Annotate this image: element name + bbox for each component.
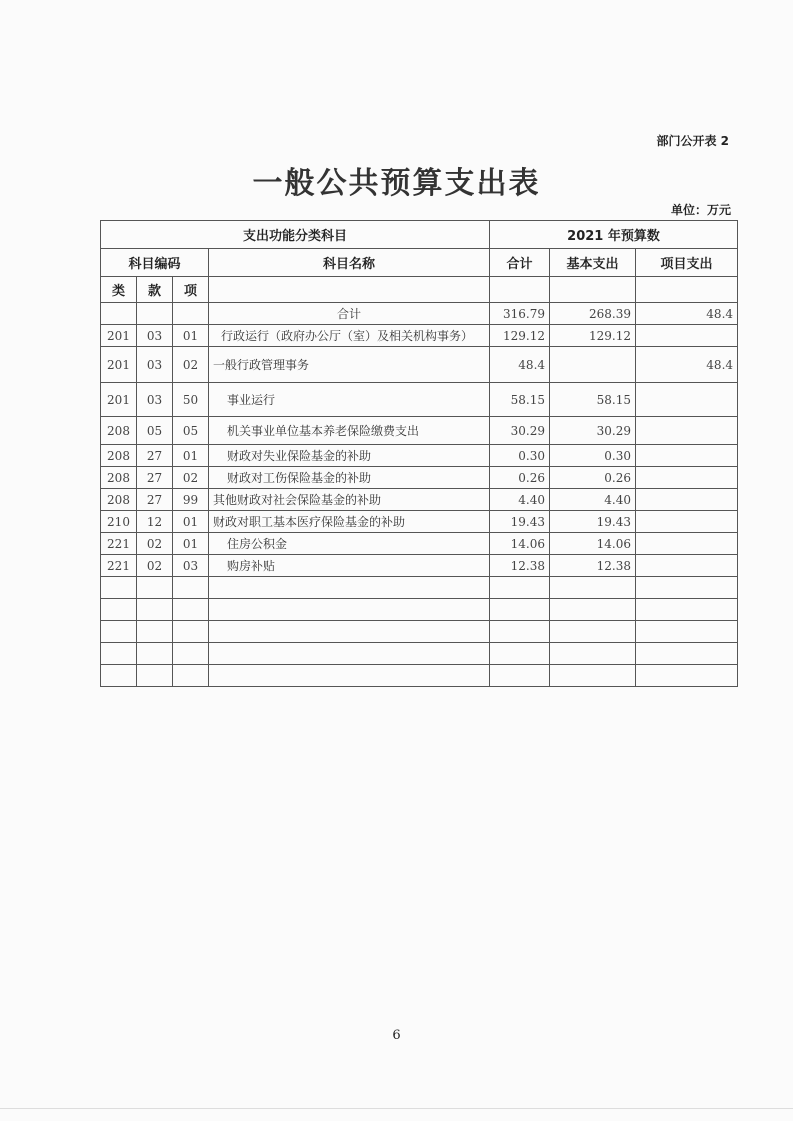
item-name-cell: 购房补贴: [209, 555, 490, 577]
table-row: [101, 511, 738, 533]
basic-cell: 0.30: [550, 445, 636, 467]
table-row: [101, 325, 738, 347]
empty-row: [101, 643, 738, 665]
empty-cell: [636, 643, 738, 665]
empty-cell: [550, 599, 636, 621]
empty-cell: [137, 599, 173, 621]
empty-cell: [550, 643, 636, 665]
empty-cell: [137, 577, 173, 599]
empty-cell: [209, 599, 490, 621]
functional-classification-header: 支出功能分类科目: [101, 221, 490, 249]
kuan-cell: 27: [137, 467, 173, 489]
empty-cell: [490, 577, 550, 599]
kuan-cell: 27: [137, 489, 173, 511]
table-row: [101, 347, 738, 383]
item-name-cell: 财政对工伤保险基金的补助: [209, 467, 490, 489]
unit-label: 单位：万元: [670, 203, 731, 217]
basic-cell: 4.40: [550, 489, 636, 511]
empty-cell: [490, 621, 550, 643]
empty-cell: [550, 621, 636, 643]
basic-cell: 12.38: [550, 555, 636, 577]
empty-cell: [209, 665, 490, 687]
empty-cell: [173, 303, 209, 325]
lei-cell: 208: [101, 467, 137, 489]
lei-header: 类: [101, 277, 137, 303]
lei-cell: 201: [101, 347, 137, 383]
project-cell: [636, 533, 738, 555]
basic-cell: 19.43: [550, 511, 636, 533]
xiang-cell: 01: [173, 325, 209, 347]
empty-cell: [101, 665, 137, 687]
xiang-header: 项: [173, 277, 209, 303]
item-name-cell: 财政对职工基本医疗保险基金的补助: [209, 511, 490, 533]
total-cell: 0.26: [490, 467, 550, 489]
empty-cell: [137, 665, 173, 687]
lei-cell: 221: [101, 533, 137, 555]
total-cell: 14.06: [490, 533, 550, 555]
total-cell: 12.38: [490, 555, 550, 577]
xiang-cell: 01: [173, 445, 209, 467]
project-cell: [636, 325, 738, 347]
empty-row: [101, 599, 738, 621]
table-row: [101, 555, 738, 577]
empty-cell: [636, 599, 738, 621]
item-name-cell: 一般行政管理事务: [209, 347, 490, 383]
form-number: 部门公开表 2: [656, 134, 729, 148]
table-row: [101, 445, 738, 467]
total-cell: 4.40: [490, 489, 550, 511]
project-cell: [636, 445, 738, 467]
header-row-3: [101, 277, 738, 303]
empty-cell: [173, 643, 209, 665]
kuan-cell: 12: [137, 511, 173, 533]
name-header: 科目名称: [209, 249, 490, 277]
empty-cell: [490, 599, 550, 621]
project-cell: [636, 489, 738, 511]
xiang-cell: 03: [173, 555, 209, 577]
table-row: [101, 383, 738, 417]
empty-cell: [209, 643, 490, 665]
total-cell: 0.30: [490, 445, 550, 467]
empty-cell: [101, 599, 137, 621]
xiang-cell: 05: [173, 417, 209, 445]
empty-cell: [636, 277, 738, 303]
empty-cell: [101, 303, 137, 325]
empty-cell: [209, 577, 490, 599]
kuan-cell: 03: [137, 347, 173, 383]
table-row: [101, 417, 738, 445]
empty-row: [101, 665, 738, 687]
empty-cell: [490, 277, 550, 303]
empty-row: [101, 577, 738, 599]
empty-cell: [137, 303, 173, 325]
empty-cell: [173, 577, 209, 599]
xiang-cell: 01: [173, 533, 209, 555]
total-cell: 58.15: [490, 383, 550, 417]
kuan-cell: 03: [137, 383, 173, 417]
project-cell: 48.4: [636, 347, 738, 383]
item-name-cell: 行政运行（政府办公厅（室）及相关机构事务）: [209, 325, 490, 347]
item-name-cell: 机关事业单位基本养老保险缴费支出: [209, 417, 490, 445]
project-header: 项目支出: [636, 249, 738, 277]
basic-cell: 129.12: [550, 325, 636, 347]
total-cell: 30.29: [490, 417, 550, 445]
lei-cell: 208: [101, 445, 137, 467]
empty-cell: [550, 665, 636, 687]
project-cell: [636, 383, 738, 417]
basic-cell: 30.29: [550, 417, 636, 445]
total-row-project: 48.4: [636, 303, 738, 325]
kuan-cell: 02: [137, 533, 173, 555]
empty-cell: [490, 643, 550, 665]
header-row-2: [101, 249, 738, 277]
total-row: [101, 303, 738, 325]
empty-cell: [550, 277, 636, 303]
project-cell: [636, 417, 738, 445]
empty-cell: [636, 577, 738, 599]
xiang-cell: 99: [173, 489, 209, 511]
empty-cell: [173, 665, 209, 687]
total-row-total: 316.79: [490, 303, 550, 325]
lei-cell: 210: [101, 511, 137, 533]
table-row: [101, 489, 738, 511]
empty-row: [101, 621, 738, 643]
project-cell: [636, 467, 738, 489]
empty-cell: [173, 599, 209, 621]
empty-cell: [101, 621, 137, 643]
empty-cell: [101, 643, 137, 665]
kuan-cell: 02: [137, 555, 173, 577]
total-cell: 48.4: [490, 347, 550, 383]
total-header: 合计: [490, 249, 550, 277]
empty-cell: [137, 621, 173, 643]
kuan-cell: 03: [137, 325, 173, 347]
table-row: [101, 533, 738, 555]
budget-year-header: 2021 年预算数: [490, 221, 738, 249]
empty-cell: [636, 621, 738, 643]
page-number: 6: [392, 1028, 401, 1043]
total-cell: 19.43: [490, 511, 550, 533]
xiang-cell: 01: [173, 511, 209, 533]
empty-cell: [101, 577, 137, 599]
empty-cell: [137, 643, 173, 665]
basic-header: 基本支出: [550, 249, 636, 277]
xiang-cell: 02: [173, 467, 209, 489]
xiang-cell: 02: [173, 347, 209, 383]
item-name-cell: 事业运行: [209, 383, 490, 417]
scan-edge-line: [0, 1108, 793, 1109]
lei-cell: 208: [101, 489, 137, 511]
lei-cell: 208: [101, 417, 137, 445]
page-title: 一般公共预算支出表: [252, 166, 541, 201]
empty-cell: [209, 277, 490, 303]
table-row: [101, 467, 738, 489]
project-cell: [636, 511, 738, 533]
budget-table: [100, 220, 738, 687]
kuan-header: 款: [137, 277, 173, 303]
item-name-cell: 财政对失业保险基金的补助: [209, 445, 490, 467]
lei-cell: 201: [101, 325, 137, 347]
total-row-basic: 268.39: [550, 303, 636, 325]
empty-cell: [636, 665, 738, 687]
total-cell: 129.12: [490, 325, 550, 347]
basic-cell: 14.06: [550, 533, 636, 555]
project-cell: [636, 555, 738, 577]
empty-cell: [209, 621, 490, 643]
item-name-cell: 其他财政对社会保险基金的补助: [209, 489, 490, 511]
header-row-1: [101, 221, 738, 249]
basic-cell: [550, 347, 636, 383]
item-name-cell: 住房公积金: [209, 533, 490, 555]
lei-cell: 201: [101, 383, 137, 417]
empty-cell: [550, 577, 636, 599]
code-header: 科目编码: [101, 249, 209, 277]
lei-cell: 221: [101, 555, 137, 577]
total-row-label: 合计: [209, 303, 490, 325]
basic-cell: 58.15: [550, 383, 636, 417]
kuan-cell: 27: [137, 445, 173, 467]
empty-cell: [173, 621, 209, 643]
kuan-cell: 05: [137, 417, 173, 445]
xiang-cell: 50: [173, 383, 209, 417]
empty-cell: [490, 665, 550, 687]
basic-cell: 0.26: [550, 467, 636, 489]
